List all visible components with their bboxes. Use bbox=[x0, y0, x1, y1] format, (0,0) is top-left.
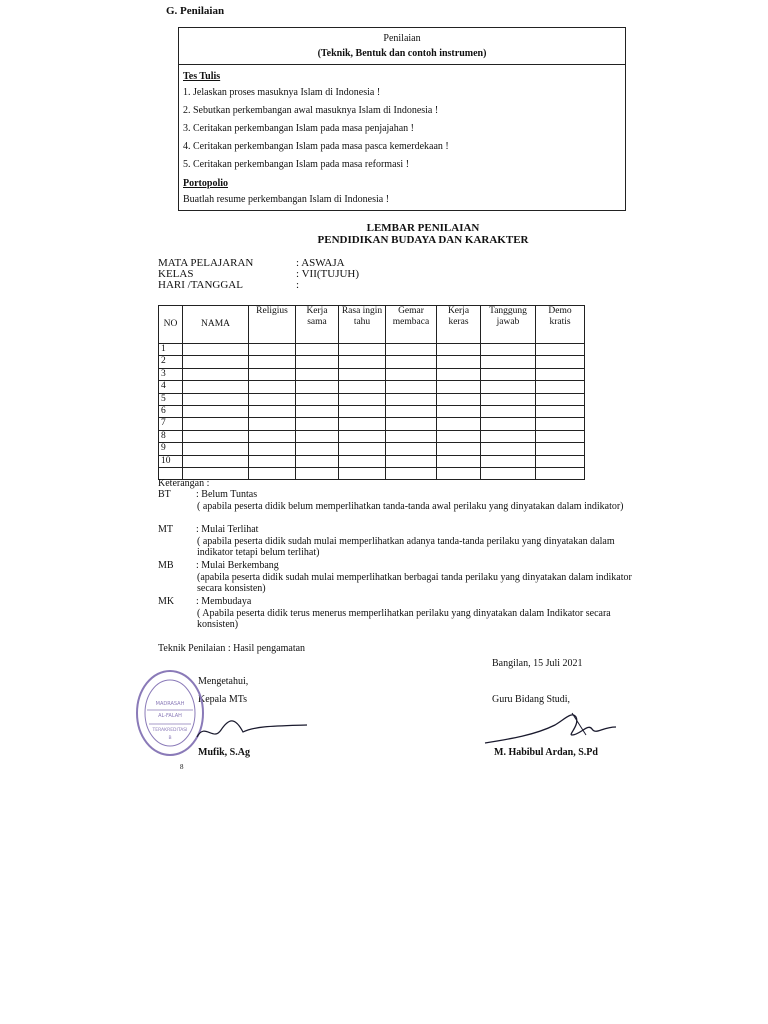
col-header-kerja-sama: Kerja sama bbox=[296, 306, 339, 344]
legend-code: MK bbox=[158, 596, 175, 607]
table-row bbox=[159, 455, 585, 467]
table-cell bbox=[437, 344, 481, 356]
table-cell bbox=[481, 405, 536, 417]
col-header-demokratis: Demo kratis bbox=[536, 306, 585, 344]
table-cell bbox=[536, 418, 585, 430]
table-cell bbox=[481, 418, 536, 430]
assessment-header-title: Penilaian bbox=[383, 33, 421, 44]
table-cell bbox=[296, 381, 339, 393]
left-signature bbox=[195, 712, 315, 752]
table-cell bbox=[536, 443, 585, 455]
row-number-cell: 2 bbox=[159, 356, 183, 368]
table-cell bbox=[183, 368, 249, 380]
table-cell bbox=[249, 356, 296, 368]
assessment-box-body bbox=[179, 65, 625, 209]
meta-field-date bbox=[158, 280, 299, 291]
table-cell bbox=[386, 381, 437, 393]
table-cell bbox=[536, 455, 585, 467]
table-cell bbox=[437, 356, 481, 368]
table-cell bbox=[339, 430, 386, 442]
assessment-box bbox=[178, 27, 626, 211]
table-cell bbox=[481, 381, 536, 393]
table-cell bbox=[339, 368, 386, 380]
right-sign-line1: Guru Bidang Studi, bbox=[492, 694, 571, 705]
table-row bbox=[159, 381, 585, 393]
right-signature bbox=[480, 705, 630, 750]
table-cell bbox=[536, 405, 585, 417]
row-number-cell: 9 bbox=[159, 443, 183, 455]
col-header-no: NO bbox=[159, 306, 183, 344]
col-header-gemar-membaca: Gemar membaca bbox=[386, 306, 437, 344]
legend-item-mk bbox=[158, 596, 633, 631]
table-cell bbox=[481, 467, 536, 479]
table-cell bbox=[386, 430, 437, 442]
table-row bbox=[159, 368, 585, 380]
left-sign-line1: Mengetahui, bbox=[198, 676, 249, 687]
table-row bbox=[159, 405, 585, 417]
row-number-cell: 10 bbox=[159, 455, 183, 467]
question-item: 1. Jelaskan proses masuknya Islam di Indonesia ! bbox=[183, 87, 381, 98]
table-header-row bbox=[159, 306, 585, 344]
row-number-cell: 6 bbox=[159, 405, 183, 417]
table-cell bbox=[339, 344, 386, 356]
table-cell bbox=[296, 405, 339, 417]
legend-label: : Belum Tuntas bbox=[196, 489, 258, 500]
meta-label: KELAS bbox=[158, 268, 194, 280]
table-cell bbox=[386, 405, 437, 417]
table-cell bbox=[339, 467, 386, 479]
table-cell bbox=[536, 356, 585, 368]
table-cell bbox=[183, 443, 249, 455]
table-cell bbox=[437, 405, 481, 417]
col-header-rasa-ingin-tahu: Rasa ingin tahu bbox=[339, 306, 386, 344]
table-cell bbox=[249, 418, 296, 430]
legend-desc: (apabila peserta didik sudah mulai memperlihatkan berbagai tanda perilaku yang dinyatakan dalam indikator secara konsisten) bbox=[197, 571, 632, 594]
table-cell bbox=[386, 455, 437, 467]
table-cell bbox=[296, 368, 339, 380]
table-cell bbox=[386, 418, 437, 430]
table-cell bbox=[183, 356, 249, 368]
row-number-cell: 7 bbox=[159, 418, 183, 430]
table-cell bbox=[249, 344, 296, 356]
table-cell bbox=[437, 443, 481, 455]
table-cell bbox=[536, 381, 585, 393]
legend-code: MT bbox=[158, 524, 173, 535]
table-cell bbox=[481, 430, 536, 442]
table-cell bbox=[386, 443, 437, 455]
portfolio-task: Buatlah resume perkembangan Islam di Indonesia ! bbox=[183, 194, 390, 205]
table-cell bbox=[183, 381, 249, 393]
col-header-religius: Religius bbox=[249, 306, 296, 344]
table-cell bbox=[249, 455, 296, 467]
right-sign-name: M. Habibul Ardan, S.Pd bbox=[494, 747, 598, 758]
table-cell bbox=[536, 368, 585, 380]
question-item: 3. Ceritakan perkembangan Islam pada masa penjajahan ! bbox=[183, 123, 415, 134]
table-cell bbox=[249, 393, 296, 405]
table-cell bbox=[296, 455, 339, 467]
table-cell bbox=[339, 405, 386, 417]
table-cell bbox=[536, 393, 585, 405]
table-cell bbox=[481, 356, 536, 368]
svg-text:TERAKREDITASI: TERAKREDITASI bbox=[152, 728, 188, 733]
table-cell bbox=[386, 356, 437, 368]
table-cell bbox=[296, 393, 339, 405]
table-cell bbox=[437, 381, 481, 393]
svg-text:MADRASAH: MADRASAH bbox=[155, 701, 185, 707]
sheet-title-line2: PENDIDIKAN BUDAYA DAN KARAKTER bbox=[317, 234, 529, 246]
page-number: 8 bbox=[180, 763, 184, 771]
table-cell bbox=[386, 393, 437, 405]
legend-code: MB bbox=[158, 560, 174, 571]
table-cell bbox=[481, 393, 536, 405]
section-title: G. Penilaian bbox=[166, 5, 225, 17]
table-cell bbox=[249, 368, 296, 380]
table-row bbox=[159, 430, 585, 442]
legend-label: : Mulai Terlihat bbox=[196, 524, 259, 535]
table-cell bbox=[249, 430, 296, 442]
table-cell bbox=[339, 381, 386, 393]
legend-desc: ( Apabila peserta didik terus menerus memperlihatkan perilaku yang dinyatakan dalam Indikator secara konsisten) bbox=[197, 607, 611, 630]
table-row bbox=[159, 467, 585, 479]
table-cell bbox=[339, 356, 386, 368]
table-row bbox=[159, 443, 585, 455]
left-sign-name: Mufik, S.Ag bbox=[198, 747, 250, 758]
col-header-name: NAMA bbox=[183, 306, 249, 344]
table-cell bbox=[249, 467, 296, 479]
row-number-cell: 8 bbox=[159, 430, 183, 442]
meta-value: : bbox=[296, 279, 300, 291]
assessment-technique: Teknik Penilaian : Hasil pengamatan bbox=[158, 643, 306, 654]
left-sign-line2: Kepala MTs bbox=[198, 694, 248, 705]
table-cell bbox=[296, 356, 339, 368]
svg-text:B: B bbox=[168, 736, 172, 741]
col-header-kerja-keras: Kerja keras bbox=[437, 306, 481, 344]
row-number-cell: 4 bbox=[159, 381, 183, 393]
table-cell bbox=[437, 418, 481, 430]
table-row bbox=[159, 356, 585, 368]
legend-item-mb bbox=[158, 560, 633, 595]
table-row bbox=[159, 418, 585, 430]
table-cell bbox=[386, 368, 437, 380]
table-cell bbox=[437, 430, 481, 442]
table-cell bbox=[386, 344, 437, 356]
table-cell bbox=[536, 467, 585, 479]
legend-desc: ( apabila peserta didik sudah mulai memperlihatkan adanya tanda-tanda perilaku yang dinyatakan dalam indikator tetapi belum terlihat) bbox=[197, 535, 615, 558]
table-row bbox=[159, 393, 585, 405]
table-cell bbox=[296, 443, 339, 455]
table-row bbox=[159, 344, 585, 356]
table-cell bbox=[183, 344, 249, 356]
portfolio-title: Portopolio bbox=[183, 178, 228, 189]
table-cell bbox=[339, 393, 386, 405]
legend-code: BT bbox=[158, 489, 171, 500]
table-cell bbox=[536, 344, 585, 356]
table-cell bbox=[437, 393, 481, 405]
table-cell bbox=[296, 418, 339, 430]
legend-title: Keterangan : bbox=[158, 478, 210, 489]
svg-text:AL-FALAH: AL-FALAH bbox=[158, 713, 182, 719]
table-cell bbox=[183, 430, 249, 442]
question-item: 2. Sebutkan perkembangan awal masuknya Islam di Indonesia ! bbox=[183, 105, 439, 116]
sheet-title-line1: LEMBAR PENILAIAN bbox=[366, 222, 480, 234]
table-cell bbox=[183, 418, 249, 430]
question-item: 4. Ceritakan perkembangan Islam pada masa pasca kemerdekaan ! bbox=[183, 141, 449, 152]
assessment-header-subtitle: (Teknik, Bentuk dan contoh instrumen) bbox=[317, 48, 487, 59]
table-cell bbox=[437, 467, 481, 479]
table-cell bbox=[339, 418, 386, 430]
legend-desc: ( apabila peserta didik belum memperlihatkan tanda-tanda awal perilaku yang dinyatakan dalam indikator) bbox=[197, 500, 624, 512]
table-cell bbox=[296, 344, 339, 356]
place-date: Bangilan, 15 Juli 2021 bbox=[492, 658, 583, 669]
assessment-table bbox=[158, 305, 585, 480]
table-cell bbox=[249, 381, 296, 393]
row-number-cell: 1 bbox=[159, 344, 183, 356]
table-cell bbox=[249, 405, 296, 417]
written-test-title: Tes Tulis bbox=[183, 71, 221, 82]
table-cell bbox=[296, 467, 339, 479]
col-header-tanggung-jawab: Tanggung jawab bbox=[481, 306, 536, 344]
table-cell bbox=[536, 430, 585, 442]
table-cell bbox=[183, 405, 249, 417]
question-item: 5. Ceritakan perkembangan Islam pada masa reformasi ! bbox=[183, 159, 410, 170]
row-number-cell: 3 bbox=[159, 368, 183, 380]
legend-item-mt bbox=[158, 524, 633, 559]
table-cell bbox=[481, 344, 536, 356]
meta-value: : VII(TUJUH) bbox=[296, 268, 360, 280]
table-cell bbox=[481, 368, 536, 380]
row-number-cell: 5 bbox=[159, 393, 183, 405]
meta-label: HARI /TANGGAL bbox=[158, 279, 243, 291]
assessment-box-header bbox=[179, 28, 625, 65]
table-cell bbox=[339, 443, 386, 455]
meta-label: MATA PELAJARAN bbox=[158, 257, 254, 269]
legend-label: : Membudaya bbox=[196, 596, 252, 607]
meta-value: : ASWAJA bbox=[296, 257, 345, 269]
table-cell bbox=[296, 430, 339, 442]
table-cell bbox=[437, 368, 481, 380]
table-cell bbox=[386, 467, 437, 479]
table-cell bbox=[481, 443, 536, 455]
table-cell bbox=[183, 455, 249, 467]
legend-label: : Mulai Berkembang bbox=[196, 560, 279, 571]
table-cell bbox=[249, 443, 296, 455]
table-cell bbox=[339, 455, 386, 467]
table-cell bbox=[481, 455, 536, 467]
legend-item-bt bbox=[158, 489, 633, 512]
table-cell bbox=[183, 393, 249, 405]
table-cell bbox=[437, 455, 481, 467]
